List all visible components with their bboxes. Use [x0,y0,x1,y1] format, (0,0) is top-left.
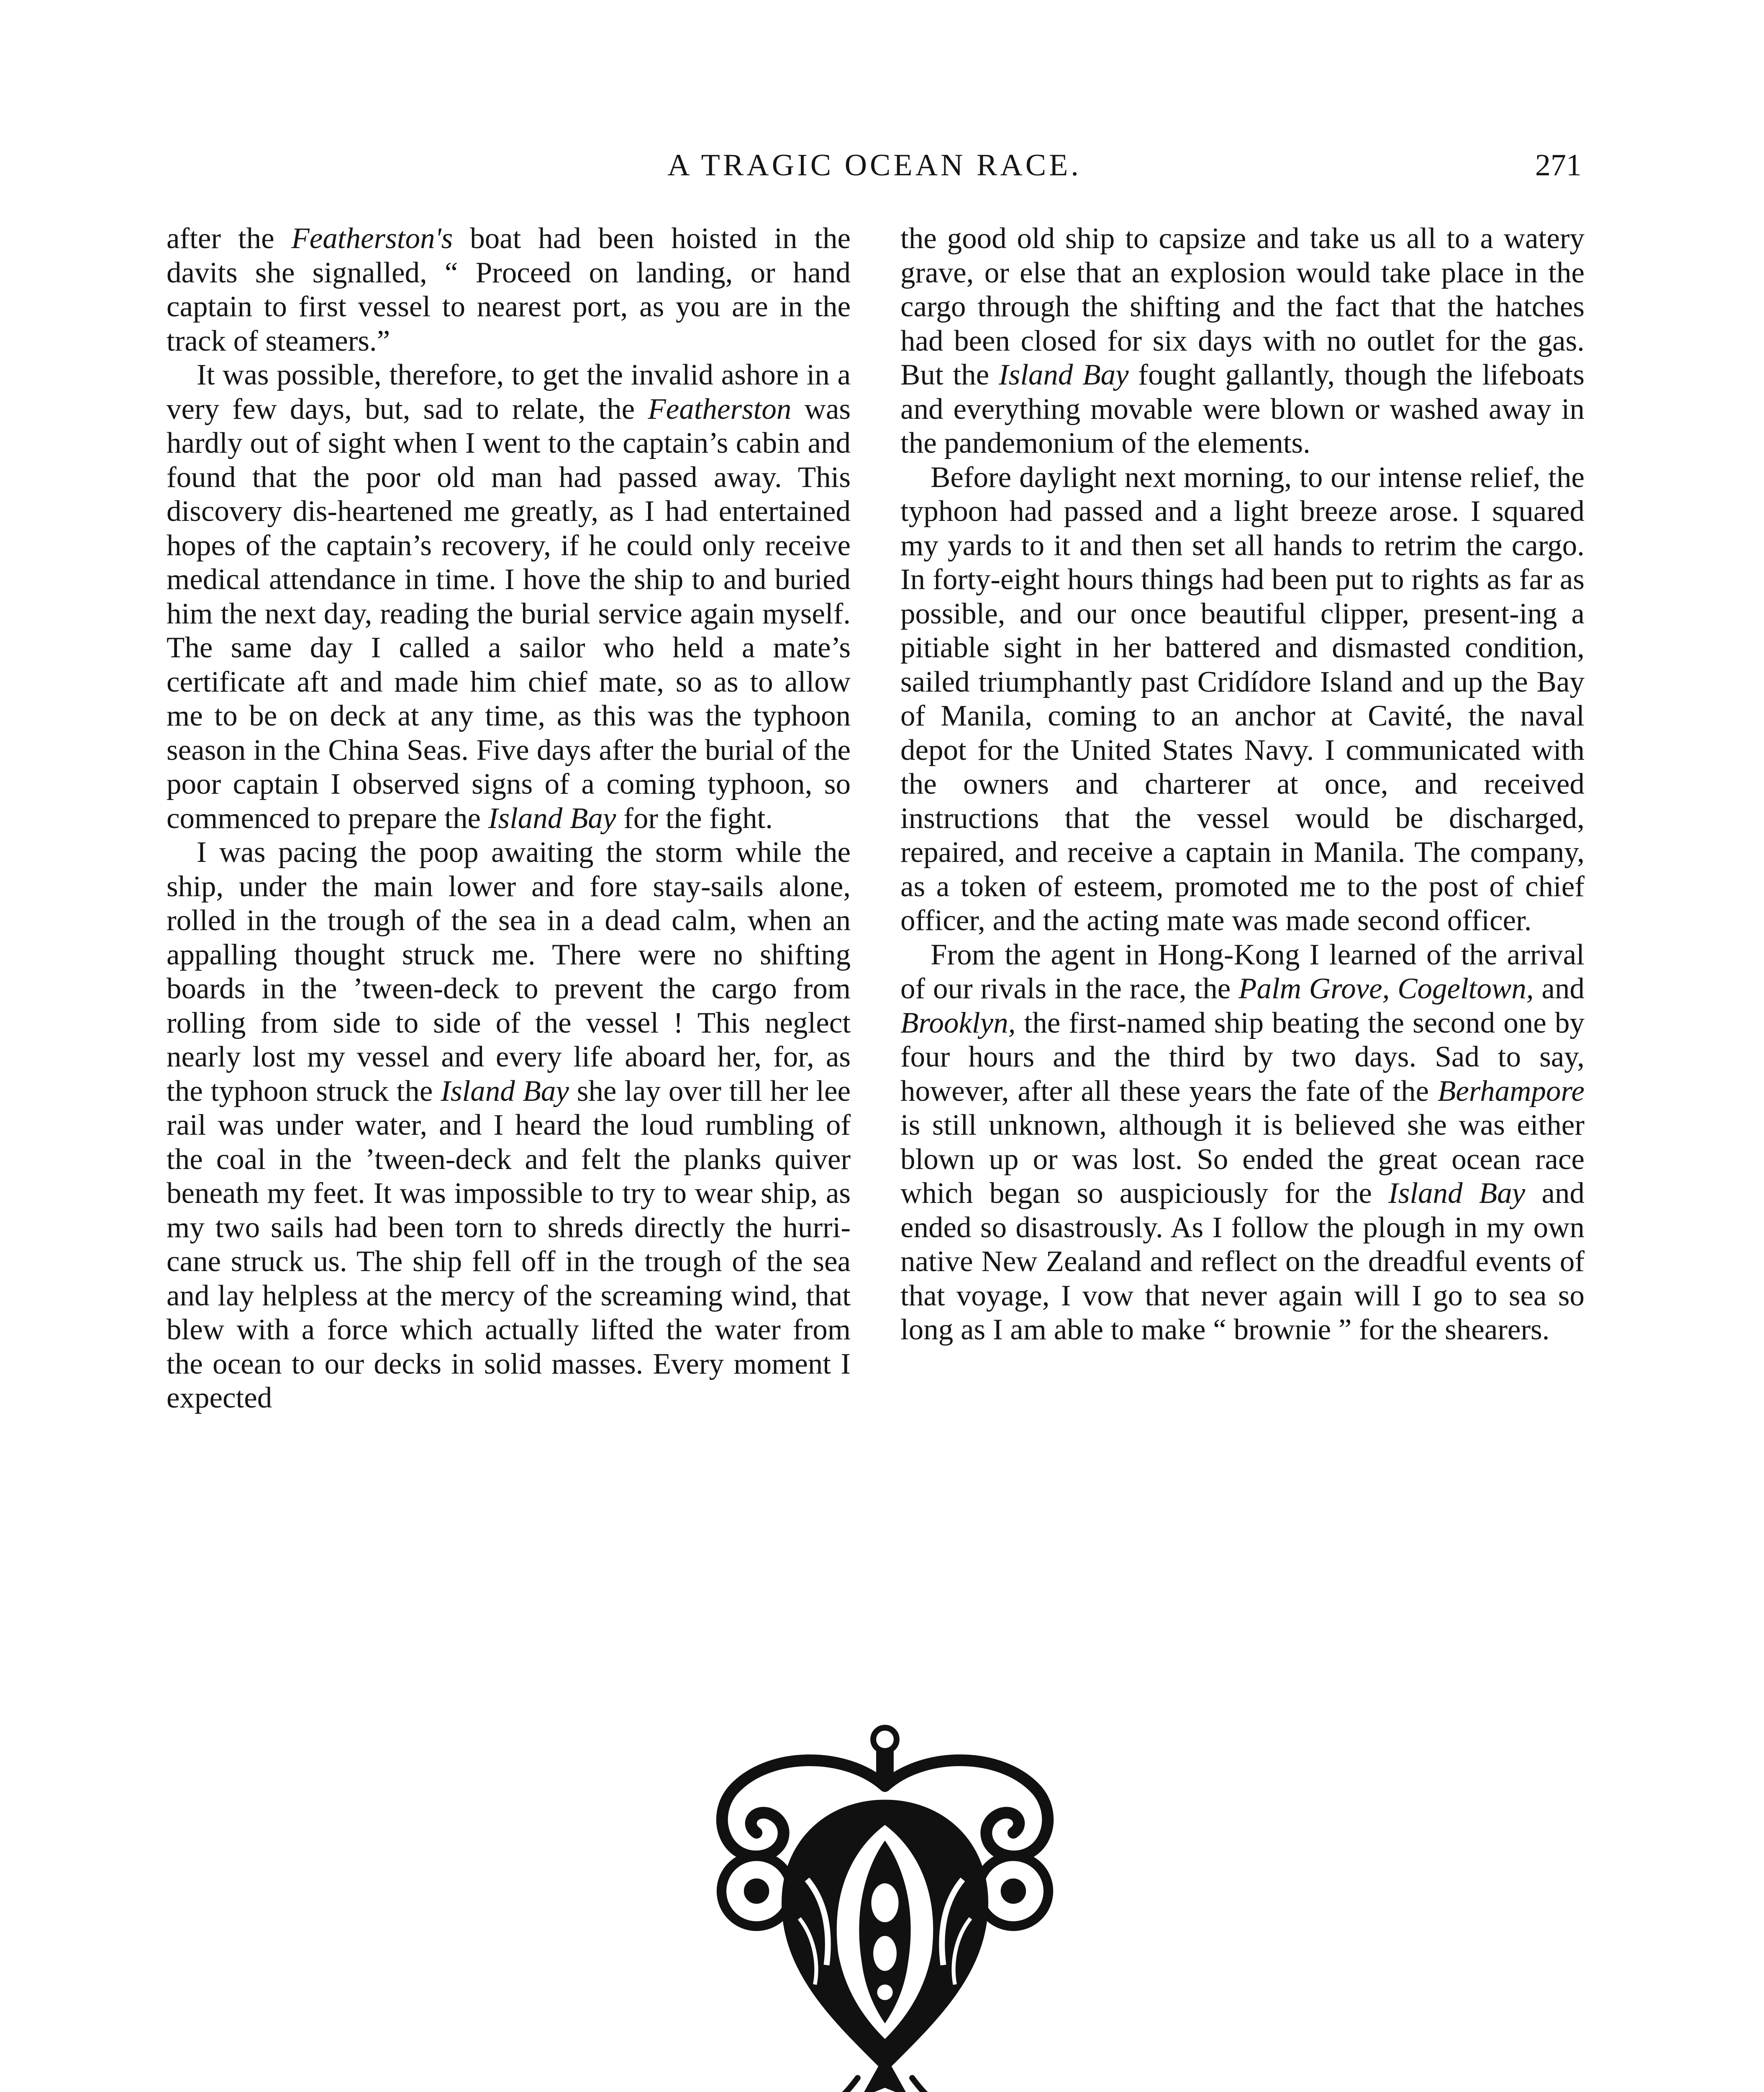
text-run: the good old ship to capsize and take us all to a watery grave, or else that an explosion would take place in the cargo through the shifting and the fact that the hatches had been closed for six days with no outlet for the gas. But the [900,222,1585,391]
text-run: for the fight. [616,802,773,835]
text-run: was hardly out of sight when I went to the captain’s cabin and found that the poor old man had passed away. This discovery dis-heartened me greatly, as I had entertained hopes of the captain’s recovery, if he could only receive medical attendance in time. I hove the ship to and buried him the next day, reading the burial service again myself. The same day I called a sailor who held a mate’s certificate aft and made him chief mate, so as to allow me to be on deck at any time, as this was the typhoon season in the China Seas. Five days after the burial of the poor captain I observed signs of a coming typhoon, so commenced to prepare the [167,392,851,835]
italic-run: Island Bay [441,1074,569,1108]
running-title: A TRAGIC OCEAN RACE. [667,148,1082,182]
paragraph [900,938,1585,1347]
text-run: she lay over till her lee rail was under water, and I heard the loud rumbling of the coal in the ’tween-deck and felt the planks quiver beneath my feet. It was impossible to try to wear ship, as my two sails had been torn to shreds directly the hurri-cane struck us. The ship fell off in the trough of the sea and lay helpless at the mercy of the screaming wind, that blew with a force which actually lifted the water from the ocean to our decks in solid masses. Every moment I expected [167,1074,851,1414]
text-run: I was pacing the poop awaiting the storm while the ship, under the main lower and fore stay-sails alone, rolled in the trough of the sea in a dead calm, when an appalling thought struck me. There were no shifting boards in the ’tween-deck to prevent the cargo from rolling from side to side of the vessel ! This neglect nearly lost my vessel and every life aboard her, for, as the typhoon struck the [167,836,851,1108]
paragraph [167,222,851,358]
italic-run: Island Bay [488,802,616,835]
paragraph [167,836,851,1415]
text-run: Before daylight next morning, to our intense relief, the typhoon had passed and a light breeze arose. I squared my yards to it and then set all hands to retrim the cargo. In forty-eight hours things had been put to rights as far as possible, and our once beautiful clipper, present-ing a pitiable sight in her battered and dismasted condition, sailed triumphantly past Cridídore Island and up the Bay of Manila, coming to an anchor at Cavité, the naval depot for the United States Navy. I communicated with the owners and charterer at once, and received instructions that the vessel would be discharged, repaired, and receive a captain in Manila. The company, as a token of esteem, promoted me to the post of chief officer, and the acting mate was made second officer. [900,461,1585,937]
tailpiece-ornament [686,1724,1084,2092]
text-run: the first-named ship beating the second one by four hours and the third by two days. Sad to say, however, after all these years the fate of the [900,1006,1585,1108]
text-run: From the agent in Hong-Kong I learned of the arrival of our rivals in the race, the [900,938,1585,1005]
running-head [167,142,1582,192]
italic-run: Featherston [648,392,792,426]
paragraph [900,222,1585,461]
text-run: after the [167,222,292,255]
text-run: is still unknown, although it is believed she was either blown up or was lost. So ended the great ocean race which began so auspiciously for the [900,1109,1585,1210]
italic-run: Brooklyn, [900,1006,1016,1039]
italic-run: Palm Grove, Cogeltown, [1238,972,1534,1005]
paragraph [900,461,1585,938]
italic-run: Island Bay [998,359,1129,391]
text-run: and ended so disastrously. As I follow the plough in my own native New Zealand and reflect on the dreadful events of that voyage, I vow that never again will I go to sea so long as I am able to make “ brownie ” for the shearers. [900,1177,1585,1346]
text-run: fought gallantly, though the lifeboats and everything movable were blown or washed away in the pandemonium of the elements. [900,359,1585,459]
page-number: 271 [1535,148,1582,182]
text-run: It was possible, therefore, to get the invalid ashore in a very few days, but, sad to relate, the [167,359,851,426]
paragraph [167,358,851,836]
text-run: and [1533,972,1585,1005]
italic-run: Featherston's [291,222,453,255]
italic-run: Island Bay [1388,1177,1526,1210]
right-column [900,222,1585,1347]
left-column [167,222,851,1415]
italic-run: Berhampore [1437,1074,1585,1108]
text-run: boat had been hoisted in the davits she signalled, “ Proceed on landing, or hand captain to first vessel to nearest port, as you are in the track of steamers.” [167,222,851,357]
